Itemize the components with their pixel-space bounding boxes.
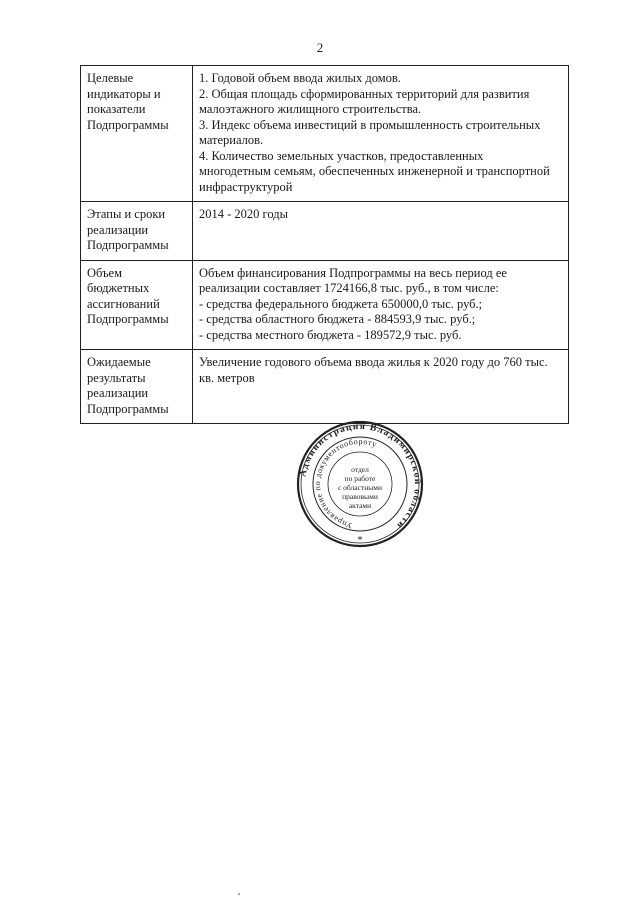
row-label-line: Ожидаемые [87,355,151,369]
row-value-line: - средства федерального бюджета 650000,0 тыс. руб.; [199,296,483,311]
row-label-line: Объем [87,265,122,280]
row-value-line: инфраструктурой [199,179,293,194]
row-label-cell [81,350,193,424]
row-value-line: материалов. [199,133,264,147]
official-seal-graphic [296,420,424,548]
row-label-line: показатели [87,102,146,116]
seal-outer-text: Администрация Владимирской области [298,421,423,531]
row-value-line: Увеличение годового объема ввода жилья к 2020 году до 760 тыс. [199,355,548,369]
row-label-line: Подпрограммы [87,117,169,132]
row-label-cell [81,260,193,350]
row-value-line: 2. Общая площадь сформированных территорий для развития [199,86,530,101]
row-value-line: 2014 - 2020 годы [199,207,289,221]
row-label-line: реализации [87,222,149,237]
row-value-cell [193,260,569,350]
row-value-line: кв. метров [199,370,255,385]
row-label-line: Целевые [87,71,134,85]
row-value-cell [193,350,569,424]
row-label-line: Подпрограммы [87,238,169,252]
row-label-line: ассигнований [87,296,160,311]
page-number: 2 [316,40,324,55]
row-value-line: - средства местного бюджета - 189572,9 тыс. руб. [199,327,462,342]
subprogram-passport-table [80,65,569,424]
row-value-line: малоэтажного жилищного строительства. [199,102,422,116]
row-value-cell [193,202,569,261]
row-value-cell [193,66,569,202]
row-label-line: Подпрограммы [87,401,169,416]
table-row-target-indicators [81,66,569,202]
seal-center-line: правовыми [342,492,378,501]
seal-star-icon: * [357,535,363,546]
row-label-line: результаты [87,370,146,385]
row-value-line: 3. Индекс объема инвестиций в промышленность строительных [199,117,541,132]
row-label-line: Подпрограммы [87,312,169,326]
row-value-line: многодетным семьям, обеспеченных инженерной и транспортной [199,164,550,178]
row-label-line: индикаторы и [87,86,161,101]
table-row-budget [81,260,569,350]
seal-center-line: актами [348,501,372,510]
row-value-line: - средства областного бюджета - 884593,9 тыс. руб.; [199,312,476,326]
scan-speck [238,893,240,895]
row-label-cell [81,202,193,261]
row-label-line: реализации [87,386,149,400]
row-label-cell [81,66,193,202]
seal-center-line: с областными [337,483,383,492]
row-label-line: Этапы и сроки [87,207,166,221]
official-seal [296,420,424,548]
seal-center-line: отдел [351,465,369,474]
table-row-expected-results [81,350,569,424]
row-label-line: бюджетных [87,281,150,295]
row-value-line: реализации составляет 1724166,8 тыс. руб., в том числе: [199,281,499,295]
row-value-line: 4. Количество земельных участков, предоставленных [199,148,484,163]
seal-center-line: по работе [344,474,376,483]
table-row-stages [81,202,569,261]
row-value-line: Объем финансирования Подпрограммы на весь период ее [199,265,507,280]
seal-inner-text: Управление по документообороту [312,436,379,531]
row-value-line: 1. Годовой объем ввода жилых домов. [199,71,401,85]
